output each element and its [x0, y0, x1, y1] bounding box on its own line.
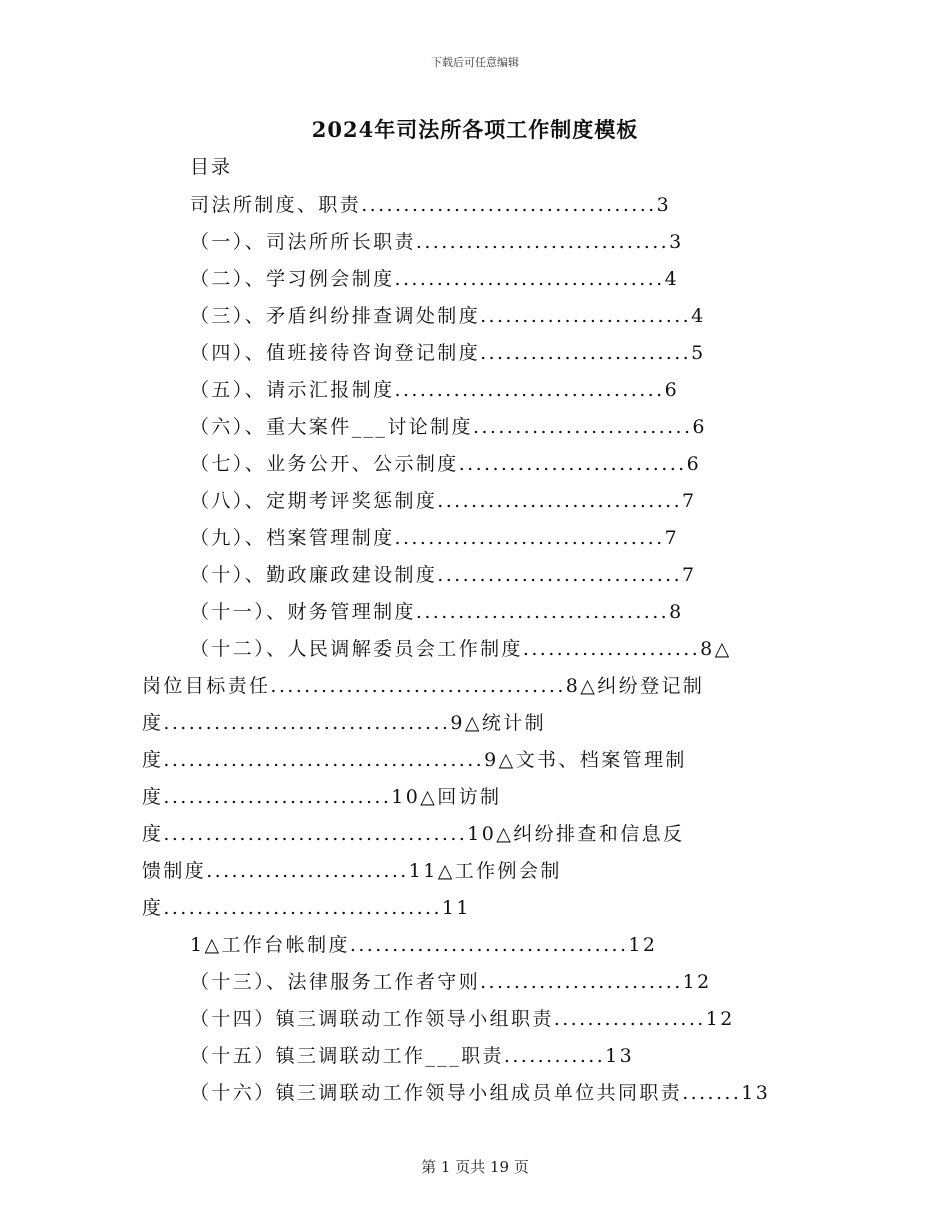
toc-entry: （八）、定期考评奖惩制度.............................7: [190, 490, 697, 512]
toc-entry: （六）、重大案件___讨论制度..........................6: [190, 416, 707, 438]
toc-entry: （十六）镇三调联动工作领导小组成员单位共同职责.......13: [190, 1082, 771, 1104]
toc-entry: （十五）镇三调联动工作___职责............13: [190, 1045, 635, 1067]
toc-entry: （一）、司法所所长职责..............................3: [190, 231, 684, 253]
document-title: 2024年司法所各项工作制度模板: [311, 117, 639, 142]
toc-entry: （十一）、财务管理制度..............................8: [190, 601, 684, 623]
toc-entry: （十）、勤政廉政建设制度.............................7: [190, 564, 697, 586]
toc-entry: （十二）、人民调解委员会工作制度.....................8△: [190, 638, 732, 660]
toc-entry: 度...........................10△回访制: [142, 786, 502, 808]
toc-entry: （五）、请示汇报制度................................6: [190, 379, 680, 401]
toc-entry: 司法所制度、职责...................................3: [190, 194, 672, 216]
toc-entry: （四）、值班接待咨询登记制度.........................5: [190, 342, 706, 364]
toc-entry: 度.................................11: [142, 897, 471, 919]
toc-entry: （三）、矛盾纠纷排查调处制度.........................4: [190, 305, 706, 327]
toc-entry: 1△工作台帐制度.................................12: [190, 934, 658, 956]
toc-entry: 岗位目标责任...................................8△纠纷登记制: [142, 675, 705, 697]
toc-entry: （九）、档案管理制度................................7: [190, 527, 680, 549]
page-footer-number: 第 1 页共 19 页: [421, 1158, 529, 1176]
toc-heading: 目录: [190, 156, 233, 178]
toc-entry: 馈制度........................11△工作例会制: [142, 860, 562, 882]
toc-entry: （七）、业务公开、公示制度...........................6: [190, 453, 702, 475]
page-header-note: 下载后可任意编辑: [431, 56, 519, 69]
toc-entry: 度......................................9△文书、档案管理制: [142, 749, 687, 771]
toc-entry: （二）、学习例会制度................................4: [190, 268, 680, 290]
toc-entry: 度....................................10△纠纷排查和信息反: [142, 823, 685, 845]
toc-entry: （十三）、法律服务工作者守则........................12: [190, 971, 712, 993]
toc-entry: （十四）镇三调联动工作领导小组职责..................12: [190, 1008, 735, 1030]
toc-entry: 度..................................9△统计制: [142, 712, 547, 734]
